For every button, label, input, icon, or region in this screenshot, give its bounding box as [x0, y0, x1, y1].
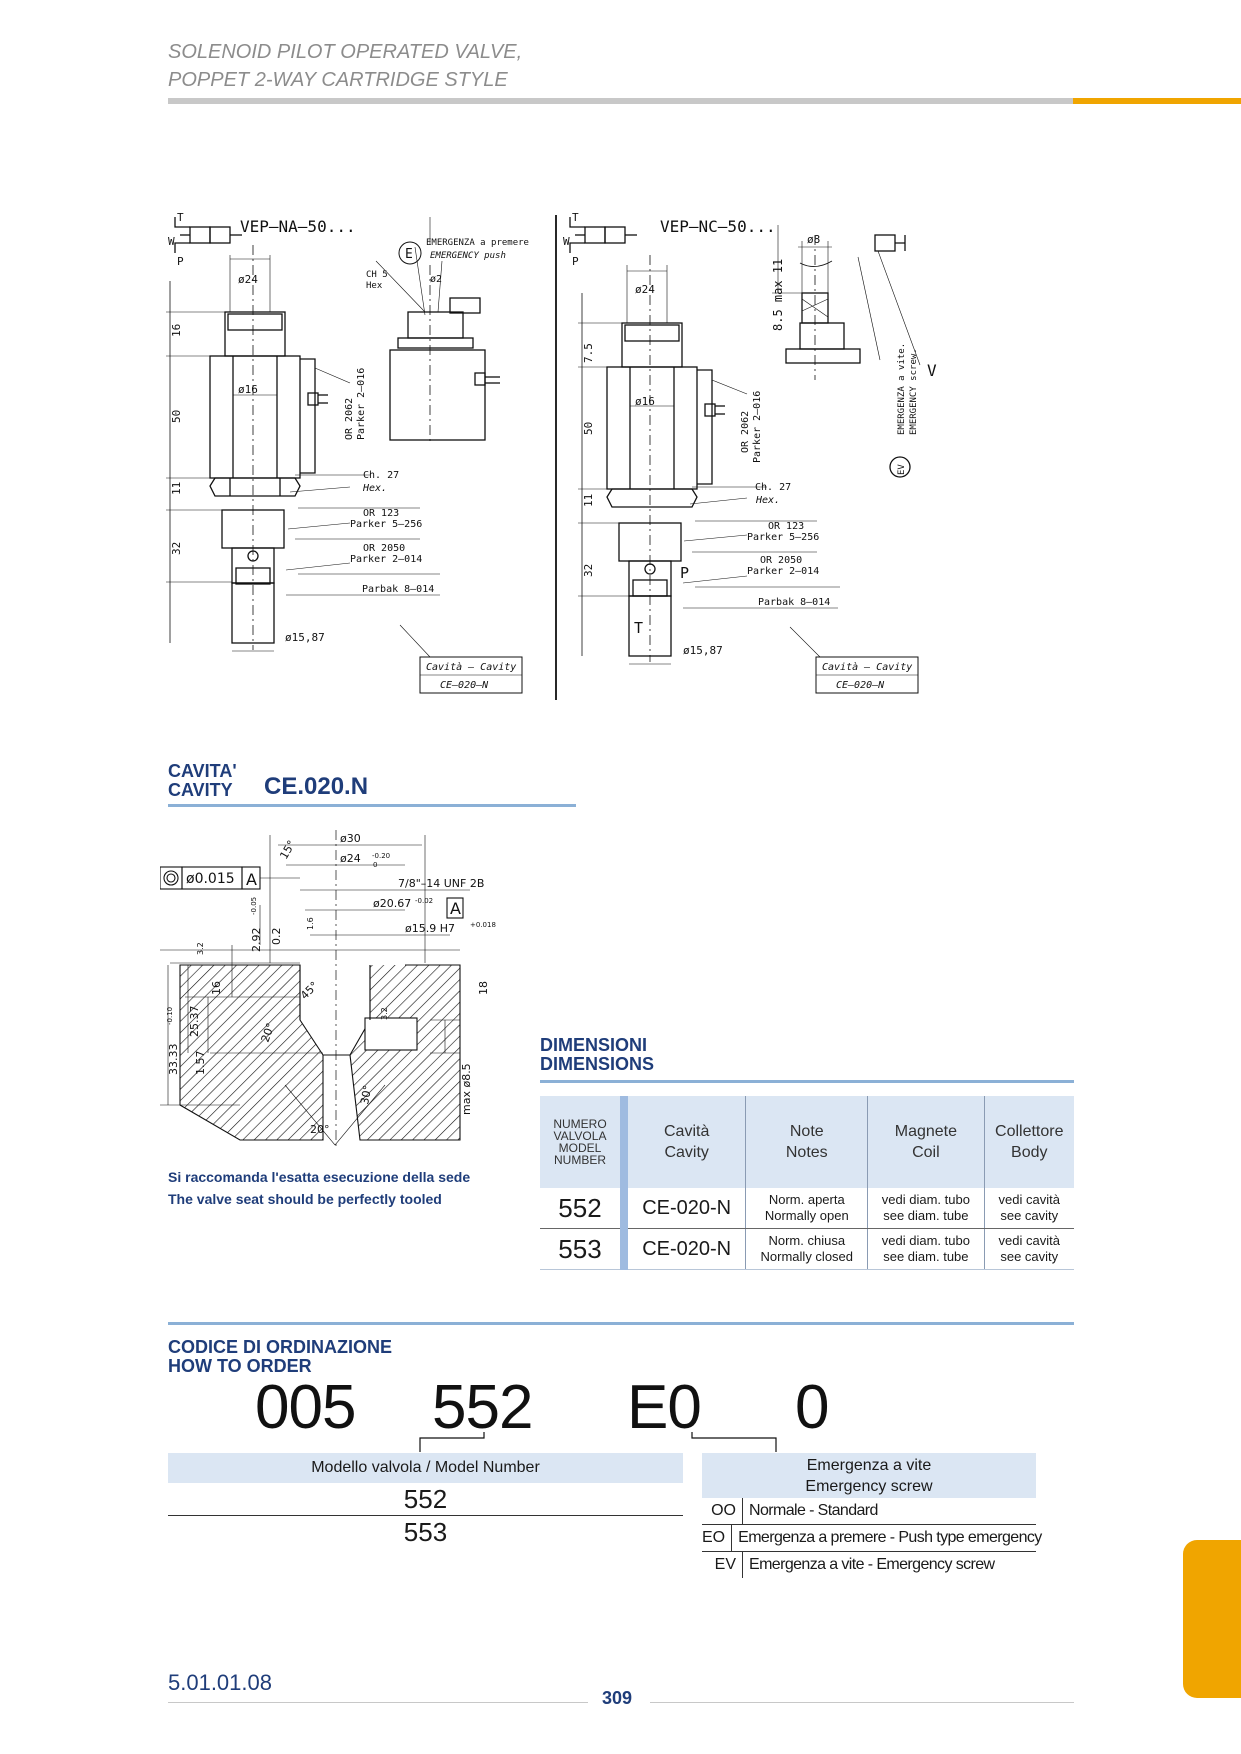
- cavity-drawing: [160, 815, 540, 1155]
- label-parker2014-right: Parker 2–014: [747, 566, 820, 577]
- model-option: 552: [403, 1484, 448, 1514]
- cavity-dim-d24-tol: -0.20: [372, 852, 391, 860]
- col-coil-it: Magnete: [894, 1123, 957, 1140]
- dimensions-section-title: [540, 1036, 654, 1074]
- label-d1587-right: ø15,87: [683, 644, 723, 657]
- row-notes: [746, 1188, 868, 1229]
- cavity-note-it: Si raccomanda l'esatta esecuzione della sede: [168, 1169, 471, 1185]
- emergency-header: [702, 1453, 1036, 1498]
- emergency-push-it: EMERGENZA a premere: [426, 238, 529, 248]
- datum-label-left: A: [246, 870, 257, 889]
- cavity-dim-18: 18: [477, 981, 490, 995]
- emergency-option-code: OO: [702, 1498, 743, 1524]
- cavity-title-en: CAVITY: [168, 780, 233, 800]
- dim-11-left: 11: [170, 481, 183, 495]
- row-coil-en: see diam. tube: [883, 1249, 969, 1264]
- cavity-dim-d24-zero: 0: [373, 861, 378, 869]
- label-ev: EV: [897, 464, 907, 475]
- cavity-note-en: The valve seat should be perfectly tooled: [168, 1191, 442, 1207]
- emergency-option: [702, 1525, 1042, 1552]
- page-header: [168, 38, 522, 94]
- model-number-header: Modello valvola / Model Number: [168, 1453, 683, 1483]
- order-code-model: 552: [432, 1373, 533, 1442]
- cavity-dim-02: 0.2: [270, 927, 283, 945]
- col-notes: [746, 1096, 868, 1188]
- row-number: 552: [540, 1188, 624, 1229]
- row-coil-it: vedi diam. tubo: [881, 1192, 970, 1207]
- tolerance-frame-value: ø0.015: [186, 871, 235, 887]
- cavity-dim-3333-tol: -0.10: [166, 1006, 174, 1025]
- dim-75-right: 7.5: [582, 343, 595, 363]
- emergency-e-label: E: [405, 247, 413, 262]
- label-hex-left: Hex.: [363, 483, 388, 494]
- col-cavity-it: Cavità: [663, 1123, 710, 1140]
- emergency-option: [702, 1498, 1036, 1525]
- dimensions-header-row: [540, 1096, 1074, 1188]
- drawing-title-left: VEP–NA–50...: [240, 217, 356, 236]
- cavity-dim-d2067: ø20.67: [373, 897, 412, 910]
- cavity-dim-292: 2.92: [250, 927, 263, 952]
- header-line-2: POPPET 2-WAY CARTRIDGE STYLE: [168, 69, 508, 91]
- table-row: [540, 1229, 1074, 1270]
- order-code-prefix: 005: [255, 1373, 356, 1442]
- label-em-screw-it: EMERGENZA a vite.: [897, 342, 907, 435]
- header-line-1: SOLENOID PILOT OPERATED VALVE,: [168, 41, 523, 63]
- dimensions-title-en: DIMENSIONS: [540, 1054, 655, 1074]
- row-body: [984, 1188, 1074, 1229]
- cavity-dim-d159: ø15.9 H7: [405, 922, 455, 935]
- cavity-dim-d24: ø24: [340, 852, 361, 865]
- dimensions-title-it: DIMENSIONI: [540, 1035, 648, 1055]
- label-hex-right: Hex.: [756, 495, 781, 506]
- col-model-label-2: VALVOLA: [553, 1129, 607, 1143]
- col-body-it: Collettore: [995, 1123, 1064, 1140]
- label-or123-right: OR 123: [768, 521, 805, 532]
- order-title-it: CODICE DI ORDINAZIONE: [168, 1337, 393, 1357]
- cavity-code-title: CE.020.N: [264, 773, 369, 800]
- cavity-dim-unf: 7/8"–14 UNF 2B: [398, 877, 485, 890]
- row-body-it: vedi cavità: [998, 1233, 1060, 1248]
- drawing-title-right: VEP–NC–50...: [660, 217, 776, 236]
- label-d24-right: ø24: [635, 283, 655, 296]
- row-note-en: Normally closed: [760, 1249, 854, 1264]
- col-notes-en: Notes: [785, 1144, 828, 1161]
- dim-50-left: 50: [170, 409, 183, 423]
- emergency-box: [702, 1453, 1042, 1578]
- dim-16-left: 16: [170, 323, 183, 337]
- emergency-option-code: EO: [702, 1525, 732, 1551]
- cavity-angle-30: 30°: [358, 1084, 375, 1106]
- row-coil: [868, 1229, 984, 1270]
- symbol-label-t-right: T: [572, 211, 579, 224]
- label-port-p: P: [680, 564, 690, 582]
- dimensions-rule: [540, 1080, 1074, 1083]
- footer-rule-right: [650, 1702, 1074, 1703]
- order-section-title: [168, 1338, 392, 1376]
- cavity-roughness-2: 3.2: [196, 942, 205, 955]
- emergency-option-desc: Normale - Standard: [749, 1502, 878, 1519]
- order-code-emergency: E0: [627, 1373, 701, 1442]
- label-d24-left: ø24: [238, 273, 258, 286]
- footer-catalog-code: 5.01.01.08: [168, 1670, 272, 1695]
- cavity-angle-15: 15°: [277, 838, 299, 862]
- label-or2050-right: OR 2050: [760, 555, 803, 566]
- col-model-label-3: MODEL: [558, 1141, 602, 1155]
- col-model-number: [540, 1096, 624, 1188]
- col-coil: [868, 1096, 984, 1188]
- row-notes: [746, 1229, 868, 1270]
- label-parker5256-left: Parker 5–256: [350, 519, 423, 530]
- row-cavity: CE-020-N: [624, 1229, 746, 1270]
- symbol-label-p: P: [177, 255, 184, 268]
- label-or2062-right: OR 2062: [740, 410, 751, 453]
- cavity-dim-292-tol: -0.05: [250, 896, 258, 915]
- label-ch5: CH 5: [366, 270, 388, 280]
- symbol-label-w-right: W: [563, 235, 570, 248]
- cavity-title-it: CAVITA': [168, 761, 237, 781]
- label-d16-left: ø16: [238, 383, 258, 396]
- order-code-suffix: 0: [795, 1373, 829, 1442]
- model-number-box: [168, 1453, 683, 1548]
- label-d2: ø2: [430, 274, 443, 285]
- label-cavity-right: Cavità – Cavity: [822, 662, 913, 673]
- col-coil-en: Coil: [912, 1144, 940, 1161]
- cavity-dim-157: 1.57: [194, 1050, 207, 1075]
- col-body-en: Body: [1011, 1144, 1048, 1161]
- cavity-angle-20-upper: 20°: [258, 1021, 278, 1045]
- cavity-dim-d2067-tol: -0.02: [415, 897, 434, 905]
- cavity-angle-45: 45°: [297, 979, 321, 1003]
- emergency-option-desc: Emergenza a premere - Push type emergency: [738, 1529, 1042, 1546]
- row-body-en: see cavity: [1000, 1208, 1059, 1223]
- valve-technical-drawing: [150, 205, 940, 705]
- label-parker2014-left: Parker 2–014: [350, 554, 423, 565]
- dim-32-left: 32: [170, 541, 183, 555]
- label-d8: ø8: [807, 233, 821, 246]
- label-d16-right: ø16: [635, 395, 655, 408]
- order-rule: [168, 1322, 1074, 1325]
- cavity-note: [168, 1166, 470, 1210]
- label-cavity-code-right: CE–020–N: [836, 680, 885, 691]
- label-or123-left: OR 123: [363, 508, 400, 519]
- emergency-header-en: Emergency screw: [805, 1478, 933, 1495]
- dim-32-right: 32: [582, 563, 595, 577]
- col-model-label-1: NUMERO: [553, 1117, 607, 1131]
- col-notes-it: Note: [789, 1123, 824, 1140]
- row-note-en: Normally open: [764, 1208, 849, 1223]
- dim-50-right: 50: [582, 421, 595, 435]
- header-rule: [168, 98, 1073, 104]
- label-parker2016-left: Parker 2–016: [356, 367, 367, 440]
- label-parbak-left: Parbak 8–014: [362, 584, 435, 595]
- row-number: 553: [540, 1229, 624, 1270]
- label-d1587-left: ø15,87: [285, 631, 325, 644]
- col-body: [984, 1096, 1074, 1188]
- dimensions-table: [540, 1096, 1074, 1270]
- cavity-dim-16: 16: [210, 981, 223, 995]
- label-port-t: T: [634, 619, 644, 637]
- label-ch27-right: Ch. 27: [755, 482, 792, 493]
- header-rule-accent: [1073, 98, 1241, 104]
- symbol-label-w: W: [168, 235, 175, 248]
- emergency-push-en: EMERGENCY push: [430, 251, 506, 261]
- label-parbak-right: Parbak 8–014: [758, 597, 831, 608]
- datum-label-right: A: [450, 899, 461, 918]
- dim-max-11: 8.5 max 11: [771, 258, 785, 331]
- label-v: V: [927, 361, 937, 380]
- label-cavity-code-left: CE–020–N: [440, 680, 489, 691]
- label-em-screw-en: EMERGENCY screw.: [909, 348, 919, 435]
- footer-rule-left: [168, 1702, 588, 1703]
- col-model-label-4: NUMBER: [553, 1153, 606, 1167]
- cavity-angle-20-lower: 20°: [310, 1123, 330, 1136]
- label-ch27-left: Ch. 27: [363, 470, 400, 481]
- emergency-option-code: EV: [702, 1552, 743, 1578]
- col-cavity-en: Cavity: [664, 1144, 709, 1161]
- row-coil-it: vedi diam. tubo: [881, 1233, 970, 1248]
- symbol-label-t: T: [177, 211, 184, 224]
- label-parker5256-right: Parker 5–256: [747, 532, 820, 543]
- row-body-it: vedi cavità: [998, 1192, 1060, 1207]
- model-option: 553: [403, 1517, 448, 1547]
- row-coil: [868, 1188, 984, 1229]
- page-number: 309: [602, 1688, 633, 1708]
- dim-11-right: 11: [582, 493, 595, 507]
- emergency-option-desc: Emergenza a vite - Emergency screw: [749, 1556, 995, 1573]
- cavity-dim-2537: 25.37: [188, 1005, 201, 1037]
- label-hex: Hex: [366, 281, 383, 291]
- cavity-dim-3333: 33.33: [167, 1043, 180, 1075]
- cavity-rule: [168, 804, 576, 807]
- symbol-label-p-right: P: [572, 255, 579, 268]
- cavity-dim-d30: ø30: [340, 832, 361, 845]
- label-or2062-left: OR 2062: [344, 397, 355, 440]
- label-or2050-left: OR 2050: [363, 543, 406, 554]
- order-code-brackets: [400, 1430, 800, 1454]
- row-cavity: CE-020-N: [624, 1188, 746, 1229]
- col-cavity: [624, 1096, 746, 1188]
- row-note-it: Norm. aperta: [768, 1192, 845, 1207]
- cavity-dim-max85: max ø8.5: [460, 1063, 473, 1115]
- row-body-en: see cavity: [1000, 1249, 1059, 1264]
- cavity-roughness-1: 1.6: [306, 917, 315, 930]
- emergency-header-it: Emergenza a vite: [806, 1457, 932, 1474]
- section-tab: [1183, 1540, 1241, 1698]
- order-title-en: HOW TO ORDER: [168, 1356, 312, 1376]
- label-parker2016-right: Parker 2–016: [752, 390, 763, 463]
- cavity-dim-d159-tol: +0.018: [470, 921, 496, 929]
- row-body: [984, 1229, 1074, 1270]
- cavity-section-title: [168, 762, 237, 800]
- cavity-roughness-3: 3.2: [380, 1007, 389, 1020]
- row-note-it: Norm. chiusa: [768, 1233, 846, 1248]
- label-cavity-left: Cavità – Cavity: [426, 662, 517, 673]
- table-row: [540, 1188, 1074, 1229]
- row-coil-en: see diam. tube: [883, 1208, 969, 1223]
- emergency-option: [702, 1552, 1036, 1578]
